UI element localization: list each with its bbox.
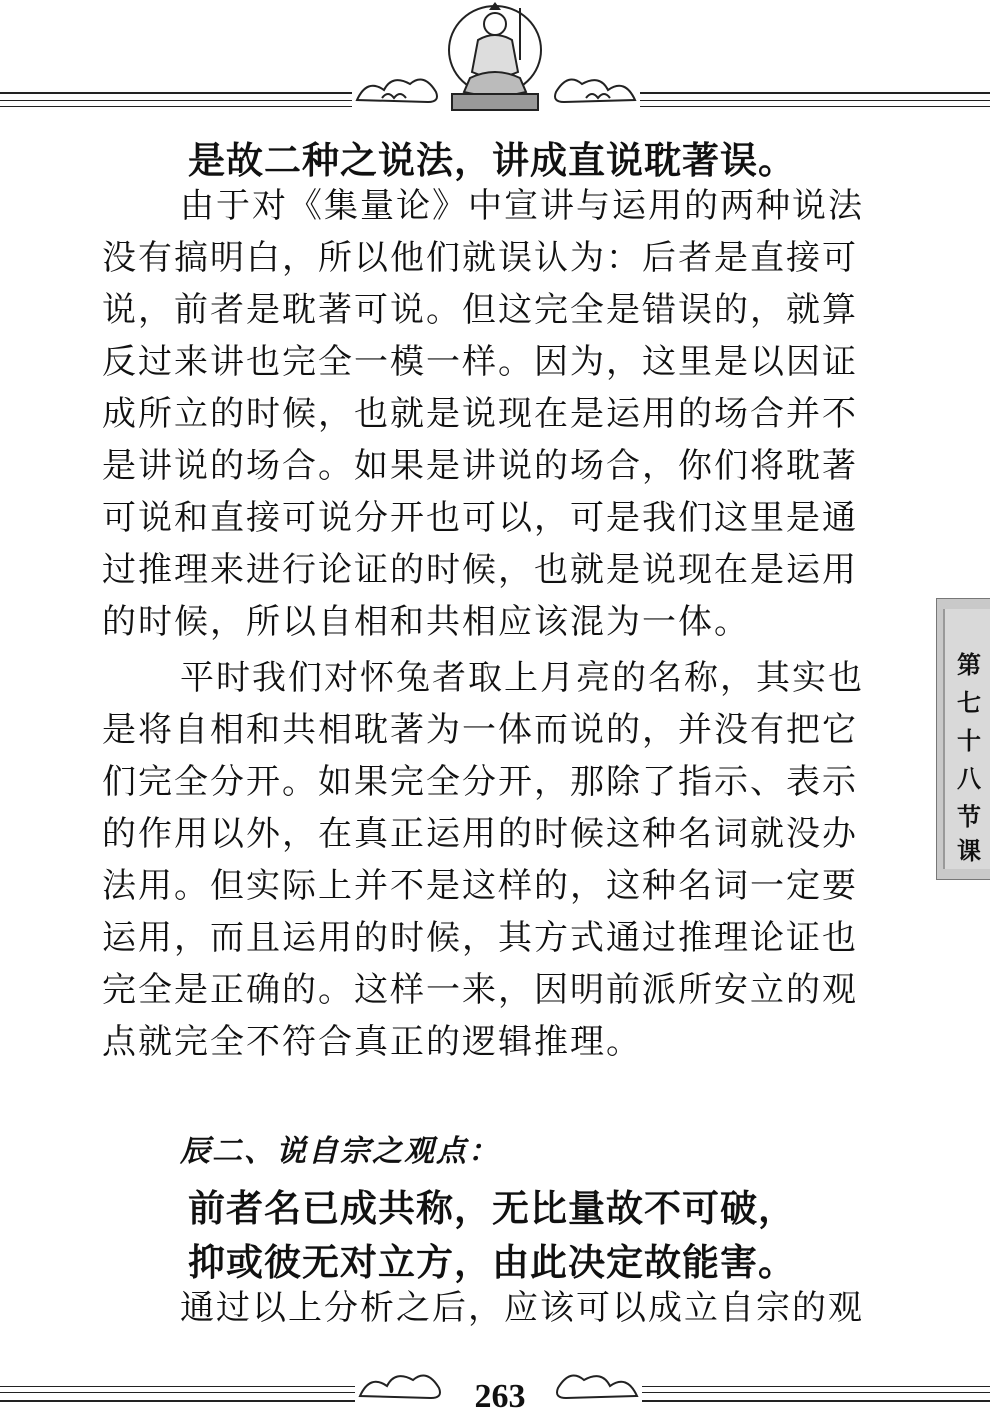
paragraph-3-line: 通过以上分析之后，应该可以成立自宗的观 (180, 1288, 864, 1328)
footer-cloud-right-icon (552, 1368, 642, 1404)
paragraph-1-line: 可说和直接可说分开也可以，可是我们这里是通 (102, 498, 858, 538)
paragraph-1-line: 反过来讲也完全一模一样。因为，这里是以因证 (102, 342, 858, 382)
paragraph-2-line: 运用，而且运用的时候，其方式通过推理论证也 (102, 918, 858, 958)
deity-figure-icon (440, 0, 550, 112)
paragraph-2-line: 们完全分开。如果完全分开，那除了指示、表示 (102, 762, 858, 802)
paragraph-2-line: 完全是正确的。这样一来，因明前派所安立的观 (102, 970, 858, 1010)
chapter-tab-char: 八 (957, 764, 981, 793)
paragraph-1-line: 成所立的时候，也就是说现在是运用的场合并不 (102, 394, 858, 434)
paragraph-1-line: 没有搞明白，所以他们就误认为：后者是直接可 (102, 238, 858, 278)
paragraph-2-line: 的作用以外，在真正运用的时候这种名词就没办 (102, 814, 858, 854)
paragraph-2-line: 是将自相和共相耽著为一体而说的，并没有把它 (102, 710, 858, 750)
paragraph-2-line: 点就完全不符合真正的逻辑推理。 (102, 1022, 642, 1062)
page-number: 263 (445, 1378, 555, 1416)
paragraph-2-line: 平时我们对怀兔者取上月亮的名称，其实也 (180, 658, 864, 698)
paragraph-2-line: 法用。但实际上并不是这样的，这种名词一定要 (102, 866, 858, 906)
chapter-tab-char: 七 (957, 688, 981, 717)
section-heading: 辰二、说自宗之观点： (180, 1134, 500, 1169)
paragraph-1-line: 说，前者是耽著可说。但这完全是错误的，就算 (102, 290, 858, 330)
chapter-tab-char: 第 (957, 650, 981, 679)
root-verse-2-line: 前者名已成共称，无比量故不可破， (188, 1187, 796, 1230)
root-verse-1: 是故二种之说法，讲成直说耽著误。 (188, 139, 796, 182)
paragraph-1-line: 由于对《集量论》中宣讲与运用的两种说法 (180, 186, 864, 226)
chapter-side-tab-inner (943, 609, 990, 869)
paragraph-1-line: 过推理来进行论证的时候，也就是说现在是运用 (102, 550, 858, 590)
cloud-ornament-right-icon (550, 70, 640, 108)
footer-cloud-left-icon (355, 1368, 445, 1404)
chapter-tab-char: 节 (957, 802, 981, 831)
chapter-tab-char: 课 (957, 836, 981, 865)
cloud-ornament-left-icon (352, 70, 442, 108)
root-verse-2-line: 抑或彼无对立方，由此决定故能害。 (188, 1241, 796, 1284)
chapter-tab-char: 十 (957, 726, 981, 755)
chapter-side-tab (936, 598, 990, 880)
paragraph-1-line: 的时候，所以自相和共相应该混为一体。 (102, 602, 750, 642)
paragraph-1-line: 是讲说的场合。如果是讲说的场合，你们将耽著 (102, 446, 858, 486)
